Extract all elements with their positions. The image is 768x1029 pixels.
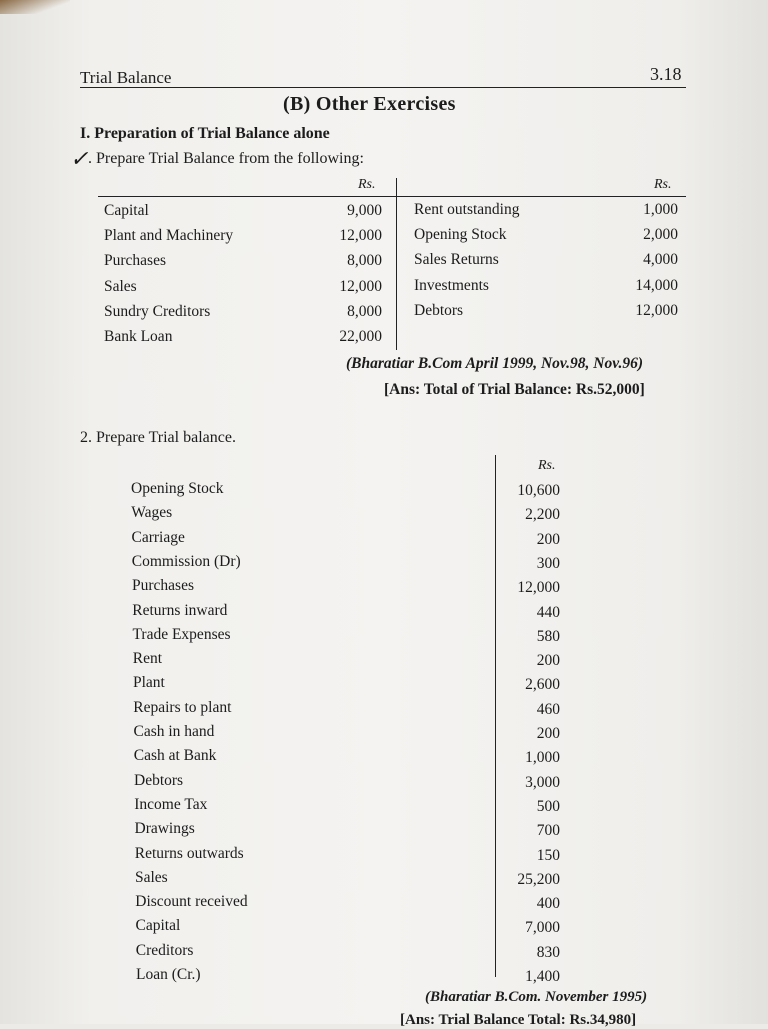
- exercise1-right-label: Sales Returns: [414, 251, 499, 269]
- exercise1-left-label: Sales: [104, 277, 137, 295]
- exercise1-left-amount: 8,000: [347, 302, 382, 320]
- exercise2-item-amount: 200: [536, 530, 560, 548]
- exercise1-right-amount: 2,000: [643, 226, 678, 244]
- exercise2-currency: Rs.: [538, 458, 556, 473]
- exercise1-right-label: Investments: [414, 276, 489, 294]
- exercise1-source: (Bharatiar B.Com April 1999, Nov.98, Nov.96): [346, 355, 644, 372]
- exercise2-item-amount: 300: [536, 554, 560, 572]
- exercise2-item-amount: 12,000: [517, 579, 560, 597]
- header-rule: [80, 87, 686, 88]
- exercise1-table-rule: [98, 196, 686, 197]
- exercise2-item-label: Discount received: [135, 893, 248, 911]
- subsection-title: I. Preparation of Trial Balance alone: [80, 125, 330, 142]
- exercise2-item-label: Purchases: [132, 577, 194, 595]
- exercise2-item-label: Income Tax: [134, 795, 208, 813]
- exercise2-item-label: Repairs to plant: [133, 698, 232, 716]
- exercise2-title: 2. Prepare Trial balance.: [80, 429, 236, 446]
- exercise2-item-label: Capital: [135, 917, 181, 935]
- exercise1-right-label: Debtors: [414, 301, 464, 319]
- exercise2-item-amount: 440: [536, 603, 560, 621]
- exercise2-item-amount: 580: [536, 627, 560, 645]
- exercise2-item-amount: 200: [536, 652, 560, 670]
- exercise2-item-amount: 460: [536, 700, 560, 718]
- exercise1-left-label: Purchases: [104, 252, 166, 270]
- exercise1-right-amount: 14,000: [635, 276, 678, 294]
- exercise2-item-amount: 1,000: [525, 749, 560, 767]
- exercise1-left-label: Bank Loan: [104, 328, 173, 345]
- section-title: (B) Other Exercises: [283, 93, 456, 115]
- exercise2-item-amount: 150: [536, 846, 560, 864]
- exercise2-item-label: Cash at Bank: [133, 747, 217, 765]
- exercise2-item-amount: 7,000: [525, 919, 560, 937]
- exercise2-item-label: Sales: [135, 868, 168, 886]
- exercise2-item-label: Returns inward: [132, 601, 228, 619]
- exercise2-item-label: Debtors: [134, 771, 184, 789]
- exercise2-item-amount: 2,600: [525, 676, 560, 694]
- running-header-title: Trial Balance: [80, 68, 172, 87]
- exercise2-item-label: Opening Stock: [131, 480, 224, 497]
- exercise1-left-amount: 22,000: [339, 328, 382, 345]
- exercise2-item-amount: 10,600: [517, 482, 560, 499]
- exercise2-item-label: Cash in hand: [133, 723, 215, 740]
- exercise2-item-amount: 400: [536, 895, 560, 913]
- exercise1-left-label: Sundry Creditors: [104, 302, 211, 320]
- exercise2-item-amount: 3,000: [525, 773, 560, 791]
- exercise2-item-label: Rent: [132, 650, 163, 668]
- exercise1-title: . Prepare Trial Balance from the following:: [88, 150, 364, 167]
- exercise2-item-label: Trade Expenses: [132, 625, 231, 643]
- exercise2-item-amount: 1,400: [525, 968, 560, 985]
- exercise2-item-amount: 200: [536, 725, 560, 742]
- exercise2-item-amount: 25,200: [517, 870, 560, 888]
- exercise1-right-amount: 1,000: [643, 201, 678, 218]
- exercise1-left-amount: 8,000: [347, 252, 382, 270]
- exercise2-item-label: Carriage: [131, 528, 185, 546]
- exercise2-item-label: Returns outwards: [134, 844, 244, 862]
- exercise1-left-amount: 9,000: [347, 202, 382, 219]
- exercise1-right-label: Rent outstanding: [414, 201, 520, 218]
- exercise1-right-label: Opening Stock: [414, 226, 507, 244]
- exercise2-answer: [Ans: Trial Balance Total: Rs.34,980]: [400, 1012, 637, 1028]
- exercise1-currency-left: Rs.: [358, 177, 376, 192]
- exercise2-item-amount: 500: [536, 797, 560, 815]
- exercise1-left-label: Capital: [104, 202, 149, 219]
- exercise2-item-amount: 830: [536, 943, 560, 961]
- exercise2-item-label: Drawings: [134, 820, 195, 838]
- exercise1-right-amount: 12,000: [635, 301, 678, 319]
- exercise2-item-label: Commission (Dr): [131, 552, 241, 570]
- exercise2-item-label: Plant: [133, 674, 165, 692]
- exercise2-item-label: Loan (Cr.): [136, 966, 201, 983]
- exercise1-column-divider: [396, 178, 397, 350]
- exercise1-currency-right: Rs.: [654, 177, 672, 192]
- exercise1-left-label: Plant and Machinery: [104, 227, 234, 245]
- exercise1-right-amount: 4,000: [643, 251, 678, 269]
- exercise1-left-amount: 12,000: [339, 277, 382, 295]
- exercise1-left-amount: 12,000: [339, 227, 382, 245]
- exercise2-item-label: Wages: [131, 504, 173, 522]
- exercise1-answer: [Ans: Total of Trial Balance: Rs.52,000]: [384, 381, 645, 398]
- exercise2-item-amount: 2,200: [525, 506, 560, 524]
- tick-mark-icon: ✓: [70, 146, 89, 171]
- exercise2-item-label: Creditors: [135, 941, 194, 959]
- page-number: 3.18: [650, 64, 682, 84]
- exercise2-source: (Bharatiar B.Com. November 1995): [425, 989, 648, 1005]
- page-corner-shadow: [0, 0, 70, 14]
- exercise2-item-amount: 700: [536, 822, 560, 840]
